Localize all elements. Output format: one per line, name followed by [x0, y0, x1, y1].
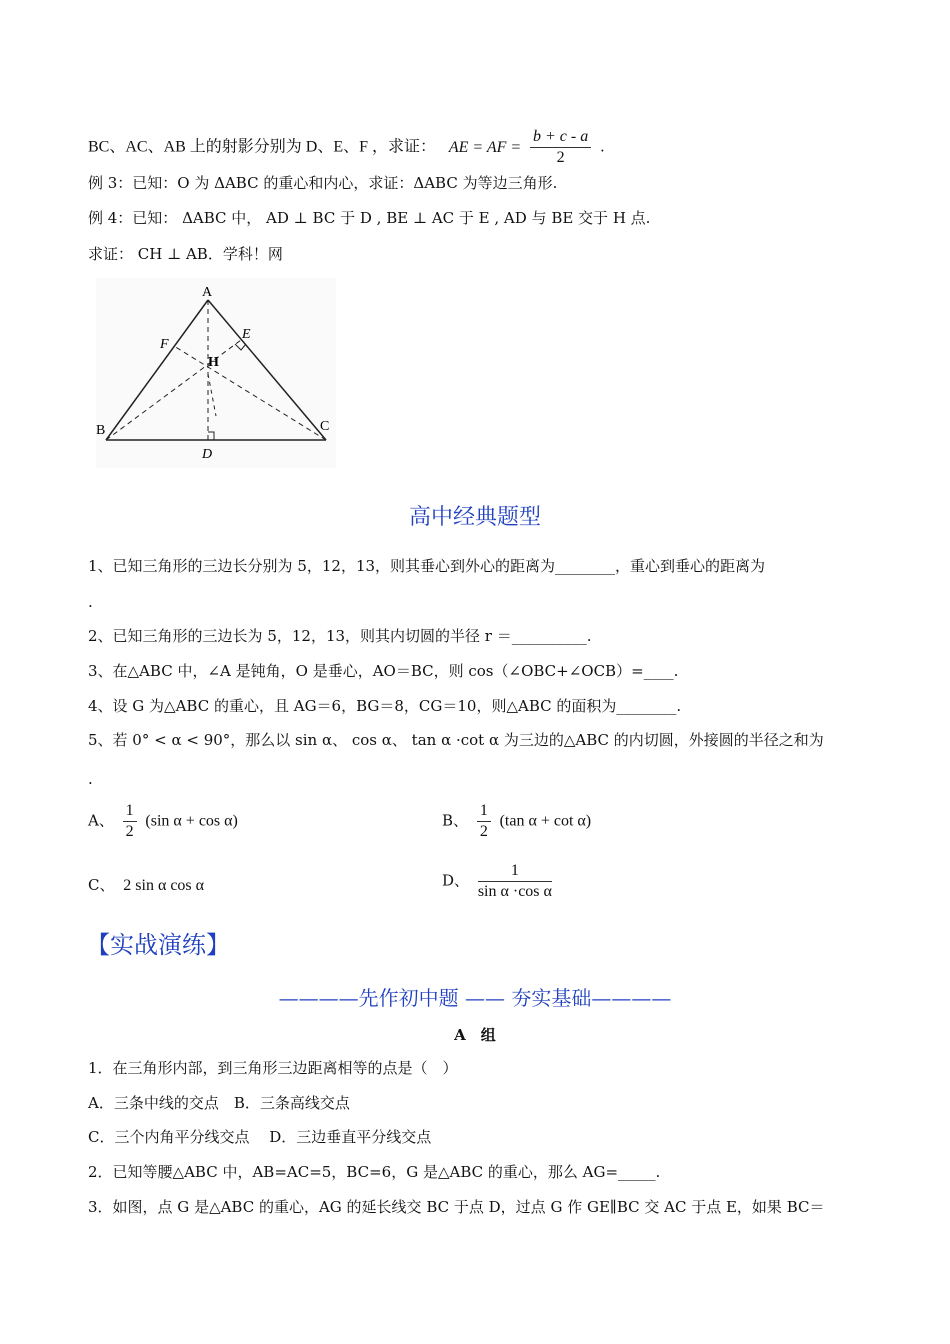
option-b-expression: (tan α + cot α): [499, 812, 592, 830]
intro-fraction-denominator: 2: [556, 149, 565, 166]
practice-title: 【实战演练】: [86, 931, 230, 959]
option-a-denominator: 2: [125, 823, 134, 840]
option-c-label: C、: [88, 876, 115, 894]
problem-4: 4、设 G 为△ABC 的重心，且 AG＝6，BG＝8，CG＝10，则△ABC 的面积为________.: [88, 697, 682, 715]
label-a: A: [202, 285, 213, 300]
option-d-label: D、: [442, 871, 470, 890]
problem-1: 1、已知三角形的三边长分别为 5，12，13，则其垂心到外心的距离为________，重心到垂心的距离为: [88, 557, 766, 575]
intro-line-1-formula: AE = AF =: [448, 138, 522, 156]
intro-line-1-prefix: BC、AC、AB 上的射影分别为 D、E、F ，求证：: [88, 138, 437, 156]
prove-statement: 求证： CH ⊥ AB．学科！网: [88, 245, 283, 263]
problem-5-dot: .: [88, 770, 93, 788]
intro-line-1: [88, 128, 605, 167]
option-d-fraction: [478, 862, 552, 901]
problem-1-dot: .: [88, 593, 93, 611]
label-h: H: [208, 355, 219, 370]
label-b: B: [96, 423, 106, 438]
label-d: D: [202, 447, 213, 462]
example-3: 例 3：已知：O 为 ΔABC 的重心和内心，求证：ΔABC 为等边三角形.: [88, 174, 558, 192]
question-1: 1．在三角形内部，到三角形三边距离相等的点是（ ）: [88, 1059, 458, 1077]
example-4: 例 4：已知： ΔABC 中， AD ⊥ BC 于 D , BE ⊥ AC 于 E , AD 与 BE 交于 H 点.: [88, 209, 651, 227]
option-a-label: A、: [88, 811, 114, 830]
option-d: [442, 862, 556, 901]
intro-line-1-end: .: [600, 137, 605, 156]
option-c: [88, 874, 204, 895]
problem-2: 2、已知三角形的三边长为 5，12，13，则其内切圆的半径 r ＝__________.: [88, 627, 592, 645]
option-a: [88, 802, 238, 841]
option-b-denominator: 2: [479, 823, 488, 840]
section-title: 高中经典题型: [408, 505, 541, 530]
option-b-label: B、: [442, 811, 469, 830]
intro-fraction-numerator: b + c - a: [530, 128, 591, 148]
option-d-denominator: sin α ·cos α: [477, 883, 552, 900]
question-2: 2．已知等腰△ABC 中，AB=AC=5，BC=6，G 是△ABC 的重心，那么 AG=_____.: [88, 1163, 661, 1181]
label-e: E: [242, 327, 251, 342]
option-a-fraction: [123, 802, 137, 841]
option-b: [442, 802, 591, 841]
option-c-expression: 2 sin α cos α: [123, 877, 205, 894]
triangle-figure: [96, 278, 336, 468]
question-1-options-cd: C．三个内角平分线交点 D．三边垂直平分线交点: [88, 1128, 432, 1146]
option-b-fraction: [477, 802, 491, 841]
intro-fraction: [530, 128, 591, 167]
option-a-numerator: 1: [123, 802, 137, 822]
label-f: F: [160, 337, 169, 352]
group-label: A 组: [454, 1026, 496, 1044]
option-a-expression: (sin α + cos α): [145, 812, 238, 830]
label-c: C: [320, 419, 330, 434]
problem-3: 3、在△ABC 中，∠A 是钝角，O 是垂心，AO＝BC，则 cos（∠OBC+∠OCB）=____.: [88, 662, 679, 680]
question-3: 3．如图，点 G 是△ABC 的重心，AG 的延长线交 BC 于点 D，过点 G 作 GE∥BC 交 AC 于点 E，如果 BC＝: [88, 1198, 825, 1216]
problem-5: 5、若 0° < α < 90°，那么以 sin α、 cos α、 tan α ·cot α 为三边的△ABC 的内切圆，外接圆的半径之和为: [88, 731, 824, 749]
practice-subtitle: ————先作初中题 —— 夯实基础————: [278, 986, 672, 1010]
option-d-numerator: 1: [478, 862, 552, 882]
option-b-numerator: 1: [477, 802, 491, 822]
question-1-options-ab: A．三条中线的交点 B．三条高线交点: [88, 1094, 350, 1112]
